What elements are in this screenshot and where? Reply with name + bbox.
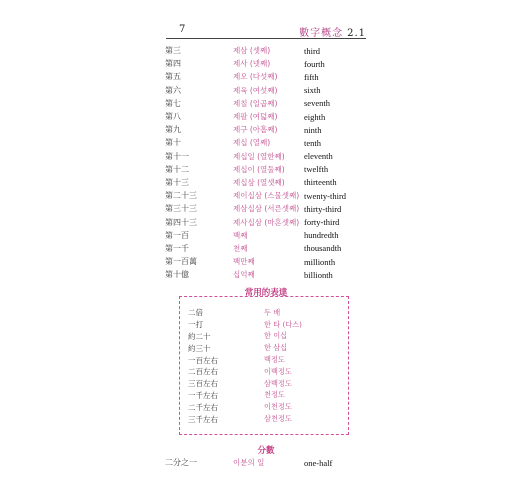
- chinese-term: 第九: [165, 125, 181, 135]
- korean-term: 제육 (여섯째): [233, 85, 278, 95]
- chinese-term: 第四: [165, 59, 181, 69]
- korean-term: 한 이십: [264, 331, 288, 341]
- korean-term: 삼천정도: [264, 414, 292, 424]
- korean-term: 제삼 (셋째): [233, 46, 271, 56]
- chinese-term: 約二十: [188, 331, 211, 341]
- english-term: sixth: [304, 85, 321, 96]
- chapter-number: 2.1: [347, 28, 366, 39]
- fractions-title: 分數: [257, 446, 275, 456]
- chinese-term: 三百左右: [188, 379, 218, 389]
- korean-term: 제오 (다섯째): [233, 72, 278, 82]
- english-term: thirteenth: [304, 177, 337, 188]
- chinese-term: 第四十三: [165, 217, 197, 227]
- expression-row: [180, 366, 348, 378]
- chinese-term: 第五: [165, 72, 181, 82]
- korean-term: 제십이 (열둘째): [233, 164, 285, 174]
- english-term: twelfth: [304, 164, 329, 175]
- english-term: tenth: [304, 137, 321, 148]
- expression-row: [180, 378, 348, 390]
- ordinal-row: [165, 123, 375, 136]
- page-number: 7: [179, 24, 186, 35]
- common-expressions-title: 常用的表達: [244, 288, 288, 298]
- korean-term: 십억째: [233, 270, 255, 280]
- english-term: ninth: [304, 124, 322, 135]
- ordinal-row: [165, 57, 375, 70]
- chinese-term: 一百左右: [188, 355, 218, 365]
- english-term: twenty-third: [304, 190, 347, 201]
- english-term: fourth: [304, 58, 325, 69]
- korean-term: 제이십삼 (스물셋째): [233, 191, 300, 201]
- ordinal-row: [165, 70, 375, 83]
- chinese-term: 一千左右: [188, 390, 218, 400]
- expression-row: [180, 342, 348, 354]
- ordinal-row: [165, 229, 375, 242]
- ordinal-row: [165, 136, 375, 149]
- chinese-term: 二倍: [188, 308, 203, 318]
- chinese-term: 一打: [188, 320, 203, 330]
- chinese-term: 第一百: [165, 230, 189, 240]
- chinese-term: 第二十三: [165, 191, 197, 201]
- chinese-term: 約三十: [188, 343, 211, 353]
- english-term: seventh: [304, 98, 330, 109]
- korean-term: 제십 (열째): [233, 138, 271, 148]
- ordinal-row: [165, 202, 375, 215]
- chinese-term: 第十三: [165, 177, 189, 187]
- expression-row: [180, 413, 348, 425]
- ordinal-row: [165, 110, 375, 123]
- expression-row: [180, 401, 348, 413]
- korean-term: 이백정도: [264, 366, 292, 376]
- chapter-heading: [299, 24, 366, 39]
- ordinal-row: [165, 44, 375, 57]
- korean-term: 백만째: [233, 257, 255, 267]
- korean-term: 제칠 (일곱째): [233, 98, 278, 108]
- korean-term: 이천정도: [264, 402, 292, 412]
- korean-term: 삼백정도: [264, 378, 292, 388]
- korean-term: 한 타 (다스): [264, 319, 302, 329]
- english-term: thirty-third: [304, 203, 342, 214]
- ordinal-row: [165, 176, 375, 189]
- chinese-term: 二千左右: [188, 402, 218, 412]
- expression-row: [180, 390, 348, 402]
- ordinal-row: [165, 215, 375, 228]
- korean-term: 제십일 (열한째): [233, 151, 285, 161]
- expression-row: [180, 331, 348, 343]
- chinese-term: 第三十三: [165, 204, 197, 214]
- ordinal-row: [165, 84, 375, 97]
- expression-row: [180, 319, 348, 331]
- english-term: millionth: [304, 256, 336, 267]
- english-term: eleventh: [304, 151, 333, 162]
- english-term: fifth: [304, 71, 319, 82]
- ordinal-row: [165, 268, 375, 281]
- english-term: hundredth: [304, 230, 339, 241]
- chapter-title: 數字概念: [299, 28, 344, 39]
- korean-term: 제십삼 (열셋째): [233, 177, 285, 187]
- ordinal-row: [165, 150, 375, 163]
- chinese-term: 第一千: [165, 243, 189, 253]
- korean-term: 천째: [233, 243, 248, 253]
- korean-term: 이분의 일: [233, 458, 265, 468]
- chinese-term: 第十一: [165, 151, 189, 161]
- english-term: forty-third: [304, 217, 340, 228]
- header-rule: [166, 38, 366, 39]
- ordinal-row: [165, 189, 375, 202]
- korean-term: 제팔 (여덟째): [233, 112, 278, 122]
- english-term: eighth: [304, 111, 326, 122]
- chinese-term: 第十: [165, 138, 181, 148]
- chinese-term: 第八: [165, 112, 181, 122]
- fractions-list: [165, 456, 375, 469]
- korean-term: 백정도: [264, 355, 285, 365]
- chinese-term: 第七: [165, 98, 181, 108]
- common-expressions-box: [179, 296, 349, 435]
- english-term: one-half: [304, 457, 333, 468]
- expression-row: [180, 354, 348, 366]
- english-term: billionth: [304, 269, 333, 280]
- chinese-term: 第三: [165, 46, 181, 56]
- ordinal-row: [165, 242, 375, 255]
- ordinal-row: [165, 97, 375, 110]
- korean-term: 두 배: [264, 307, 281, 317]
- korean-term: 제구 (아홉째): [233, 125, 278, 135]
- chinese-term: 第十億: [165, 270, 189, 280]
- chinese-term: 第一百萬: [165, 257, 197, 267]
- korean-term: 제삼십삼 (서른셋째): [233, 204, 300, 214]
- ordinal-row: [165, 163, 375, 176]
- english-term: thousandth: [304, 243, 342, 254]
- korean-term: 백째: [233, 230, 248, 240]
- chinese-term: 二分之一: [165, 458, 197, 468]
- korean-term: 제사십삼 (마흔셋째): [233, 217, 300, 227]
- chinese-term: 二百左右: [188, 367, 218, 377]
- korean-term: 제사 (넷째): [233, 59, 271, 69]
- korean-term: 한 삼십: [264, 343, 288, 353]
- chinese-term: 三千左右: [188, 414, 218, 424]
- ordinal-list: [165, 44, 375, 281]
- chinese-term: 第十二: [165, 164, 189, 174]
- english-term: third: [304, 45, 321, 56]
- korean-term: 천정도: [264, 390, 285, 400]
- expression-row: [180, 307, 348, 319]
- ordinal-row: [165, 255, 375, 268]
- fraction-row: [165, 456, 375, 469]
- chinese-term: 第六: [165, 85, 181, 95]
